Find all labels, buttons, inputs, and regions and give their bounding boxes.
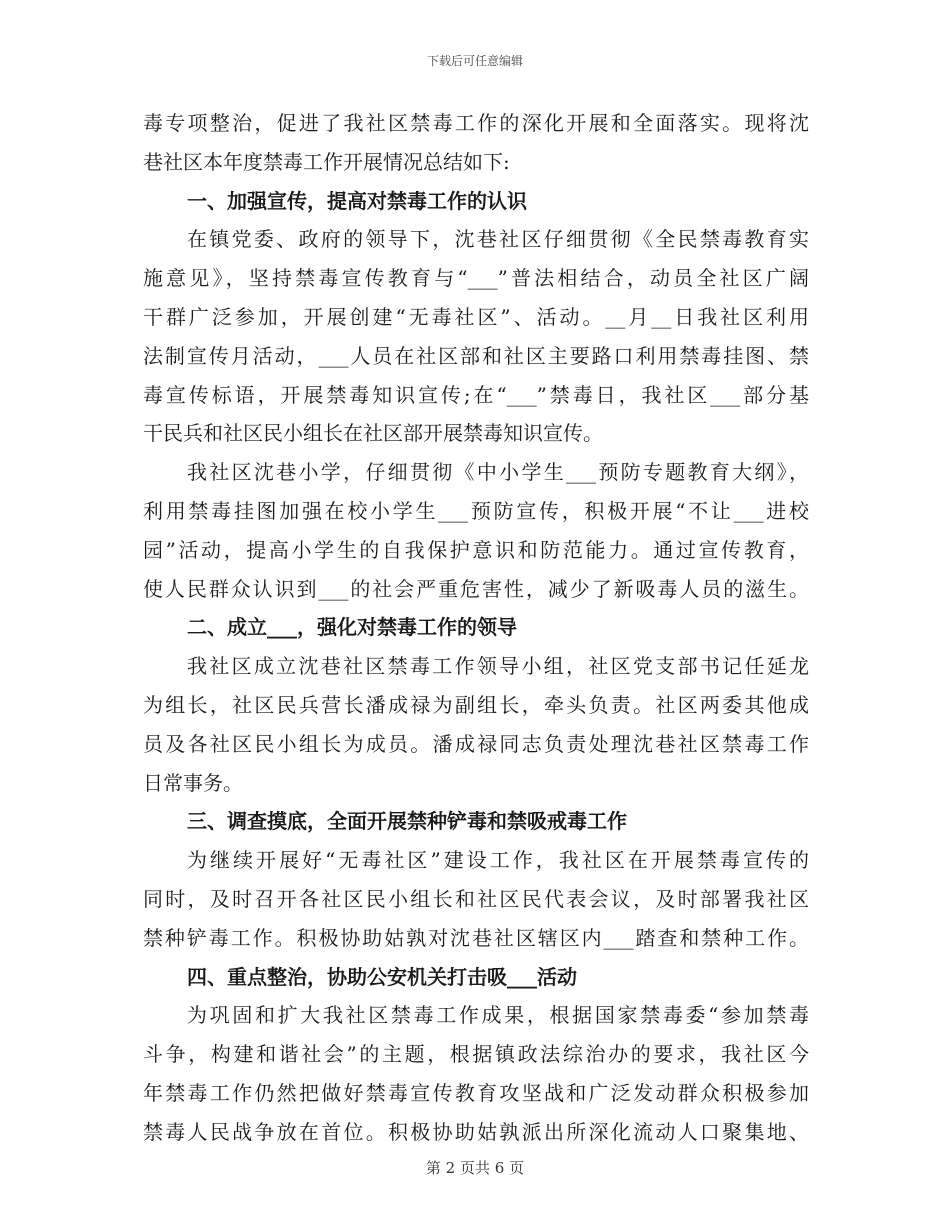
paragraph-line: 巷社区本年度禁毒工作开展情况总结如下: [143, 149, 510, 174]
paragraph-line: 我社区成立沈巷社区禁毒工作领导小组，社区党支部书记任延龙 [187, 654, 809, 679]
paragraph-line: 园”活动，提高小学生的自我保护意识和防范能力。通过宣传教育， [143, 537, 809, 562]
paragraph-line: 利用禁毒挂图加强在校小学生___预防宣传，积极开展“不让___进校 [143, 498, 809, 523]
page-footer: 第 2 页共 6 页 [425, 1159, 525, 1177]
section-heading: 四、重点整治，协助公安机关打击吸___活动 [187, 964, 577, 989]
paragraph-line: 日常事务。 [143, 770, 243, 795]
paragraph-line: 施意见》，坚持禁毒宣传教育与“___”普法相结合，动员全社区广阔 [143, 266, 809, 291]
section-heading: 一、加强宣传，提高对禁毒工作的认识 [187, 188, 527, 213]
paragraph-line: 干民兵和社区民小组长在社区部开展禁毒知识宣传。 [143, 421, 603, 446]
document-body [143, 104, 809, 1152]
paragraph-line: 毒宣传标语，开展禁毒知识宣传;在“___”禁毒日，我社区___部分基 [143, 382, 809, 407]
paragraph-line: 法制宣传月活动，___人员在社区部和社区主要路口利用禁毒挂图、禁 [143, 343, 809, 368]
paragraph-line: 年禁毒工作仍然把做好禁毒宣传教育攻坚战和广泛发动群众积极参加 [143, 1080, 809, 1105]
section-heading: 三、调查摸底，全面开展禁种铲毒和禁吸戒毒工作 [187, 809, 627, 834]
paragraph-line: 我社区沈巷小学，仔细贯彻《中小学生___预防专题教育大纲》， [187, 460, 809, 485]
paragraph-line: 为继续开展好“无毒社区”建设工作，我社区在开展禁毒宣传的 [187, 848, 809, 873]
paragraph-line: 干群广泛参加，开展创建“无毒社区”、活动。__月__日我社区利用 [143, 304, 809, 329]
paragraph-line: 使人民群众认识到___的社会严重危害性，减少了新吸毒人员的滋生。 [143, 576, 809, 601]
paragraph-line: 在镇党委、政府的领导下，沈巷社区仔细贯彻《全民禁毒教育实 [187, 227, 809, 252]
page-header: 下载后可任意编辑 [426, 54, 523, 68]
paragraph-line: 斗争，构建和谐社会”的主题，根据镇政法综治办的要求，我社区今 [143, 1042, 809, 1067]
paragraph-line: 为巩固和扩大我社区禁毒工作成果，根据国家禁毒委“参加禁毒 [187, 1003, 809, 1028]
section-heading: 二、成立___，强化对禁毒工作的领导 [187, 615, 517, 640]
paragraph-line: 毒专项整治，促进了我社区禁毒工作的深化开展和全面落实。现将沈 [143, 111, 809, 135]
paragraph-line: 禁种铲毒工作。积极协助姑孰对沈巷社区辖区内___踏查和禁种工作。 [143, 925, 809, 950]
paragraph-line: 员及各社区民小组长为成员。潘成禄同志负责处理沈巷社区禁毒工作 [143, 731, 809, 756]
paragraph-line: 为组长，社区民兵营长潘成禄为副组长，牵头负责。社区两委其他成 [143, 692, 809, 717]
paragraph-line: 禁毒人民战争放在首位。积极协助姑孰派出所深化流动人口聚集地、 [143, 1119, 809, 1144]
paragraph-line: 同时，及时召开各社区民小组长和社区民代表会议，及时部署我社区 [143, 886, 809, 911]
